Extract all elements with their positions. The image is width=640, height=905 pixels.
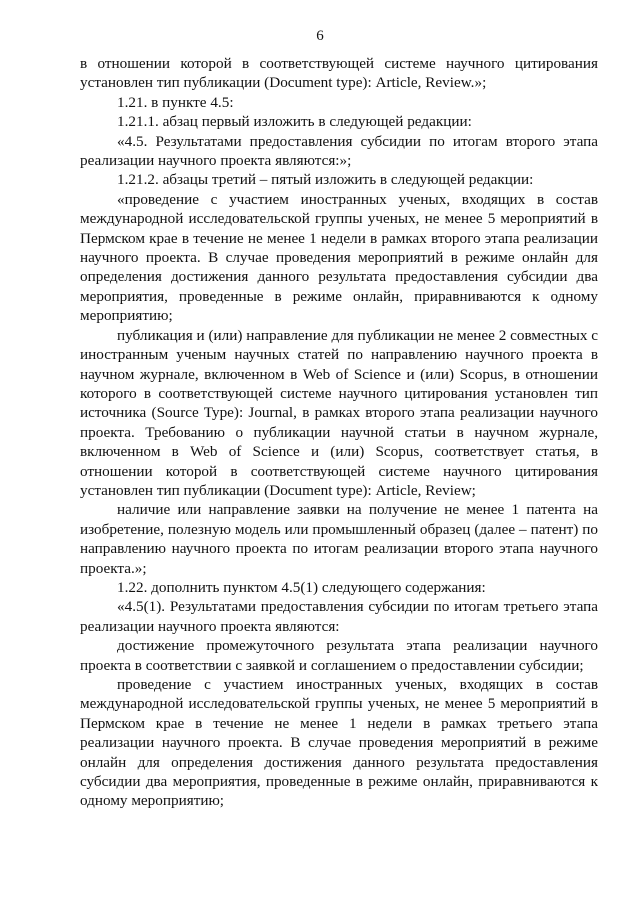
paragraph-4-5-1-quote: «4.5(1). Результатами предоставления субсидии по итогам третьего этапа реализации научного проекта являются: xyxy=(80,598,598,635)
paragraph-patent: наличие или направление заявки на получение не менее 1 патента на изобретение, полезную модель или промышленный образец (далее – патент) по направлению научного проекта по итогам реализации второго этапа научного проекта.»; xyxy=(80,501,598,577)
paragraph-1-21-1: 1.21.1. абзац первый изложить в следующей редакции: xyxy=(117,113,472,131)
paragraph-1-22: 1.22. дополнить пунктом 4.5(1) следующего содержания: xyxy=(117,578,486,596)
paragraph-intermediate-result: достижение промежуточного результата этапа реализации научного проекта в соответствии с заявкой и соглашением о предоставлении субсидии; xyxy=(80,637,598,674)
paragraph-continued: в отношении которой в соответствующей системе научного цитирования установлен тип публикации (Document type): Article, Review.»; xyxy=(80,55,598,92)
page-number: 6 xyxy=(316,28,324,44)
document-body xyxy=(80,54,598,811)
paragraph-1-21: 1.21. в пункте 4.5: xyxy=(117,93,234,111)
paragraph-publications: публикация и (или) направление для публикации не менее 2 совместных с иностранным ученым научных статей по направлению научного проекта в научном журнале, включенном в Web of Science и (или) Scopus, в отношении которого в соответствующей системе научного цитирования установлен тип источника (Source Type): Journal, в рамках второго этапа реализации научного проекта. Требованию о публикации научной статьи в научном журнале, включенном в Web of Science и (или) Scopus, соответствует статья, в отношении которой в соответствующей системе научного цитирования установлен тип публикации (Document type): Article, Review; xyxy=(80,326,598,499)
paragraph-events-third-stage: проведение с участием иностранных ученых, входящих в состав международной исследовательской группы ученых, не менее 5 мероприятий в Пермском крае в течение не менее 1 недели в рамках третьего этапа реализации научного проекта. В случае проведения мероприятий в режиме онлайн для определения достижения данного результата предоставления субсидии два мероприятия, проведенные в режиме онлайн, приравниваются к одному мероприятию; xyxy=(80,676,598,810)
paragraph-events-second-stage: «проведение с участием иностранных ученых, входящих в состав международной исследовательской группы ученых, не менее 5 мероприятий в Пермском крае в течение не менее 1 недели в рамках второго этапа реализации научного проекта. В случае проведения мероприятий в режиме онлайн для определения достижения данного результата предоставления субсидии два мероприятия, проведенные в режиме онлайн, приравниваются к одному мероприятию; xyxy=(80,190,598,325)
paragraph-4-5-quote: «4.5. Результатами предоставления субсидии по итогам второго этапа реализации научного проекта являются:»; xyxy=(80,132,598,170)
paragraph-1-21-2: 1.21.2. абзацы третий – пятый изложить в следующей редакции: xyxy=(117,171,534,189)
